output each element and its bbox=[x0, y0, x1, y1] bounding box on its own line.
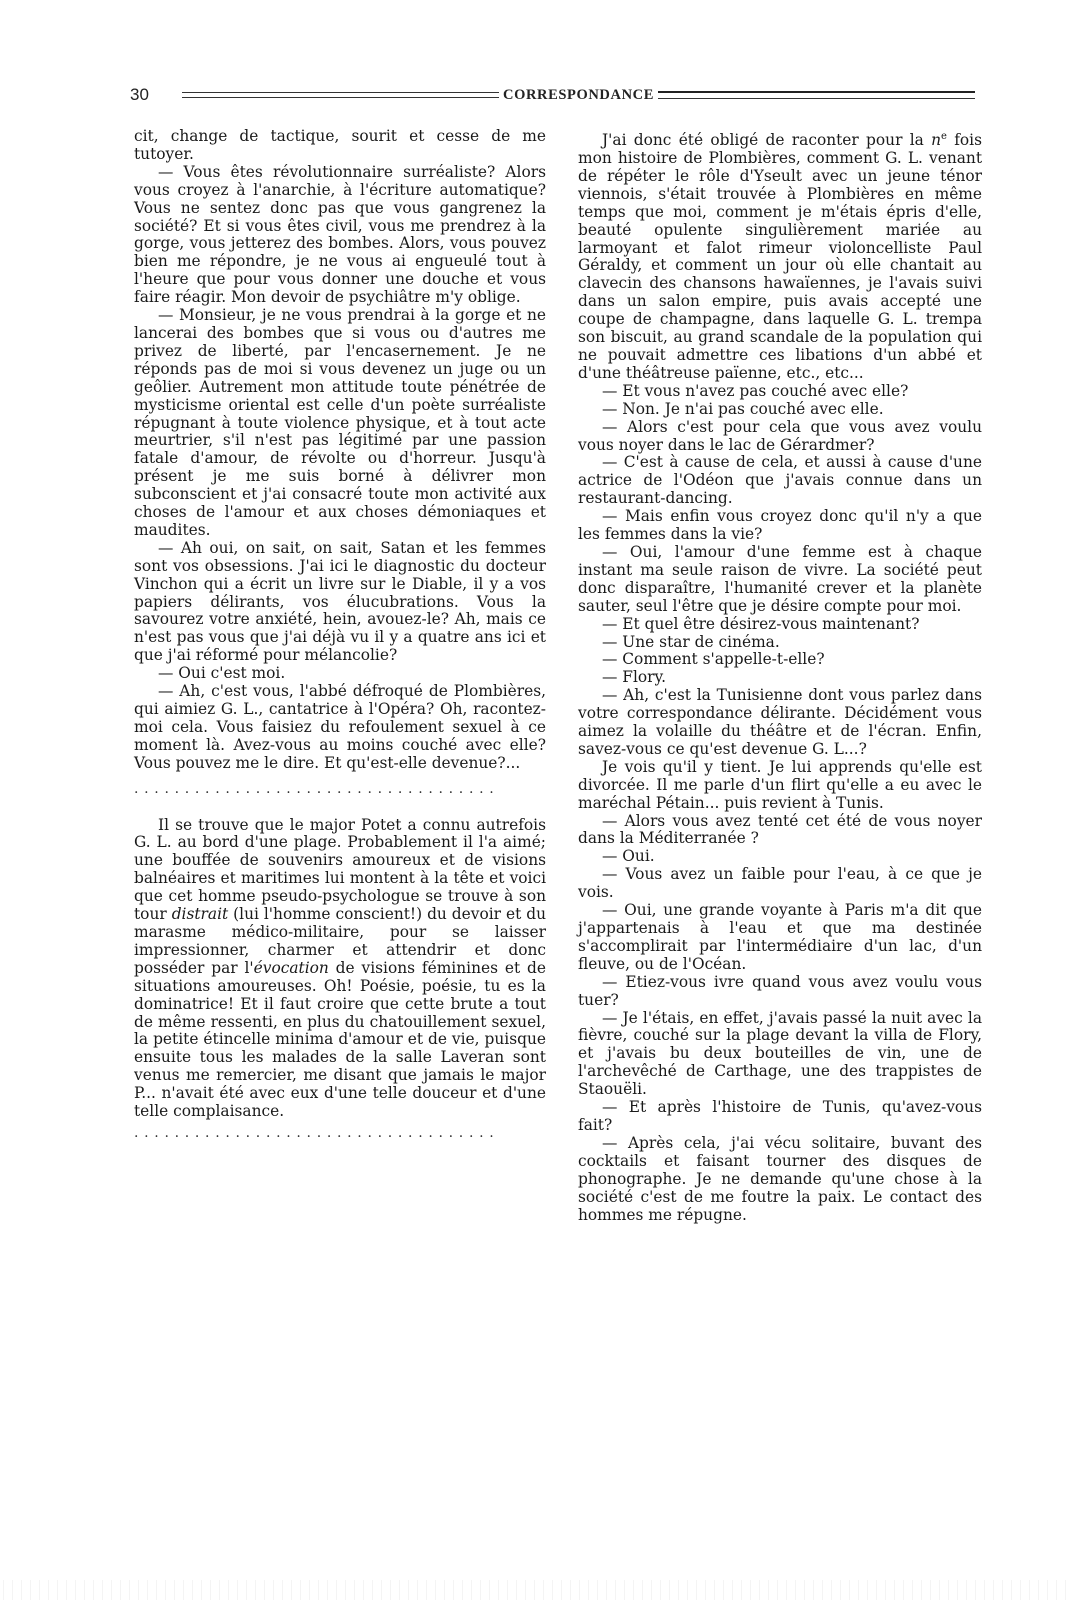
paragraph: — Flory. bbox=[602, 668, 667, 687]
italic-text: distrait bbox=[171, 905, 229, 924]
paragraph: — C'est à cause de cela, et aussi à cause d'une actrice de l'Odéon que j'avais connue dans un restaurant-dancing. bbox=[578, 453, 982, 508]
page-header bbox=[130, 84, 975, 106]
paragraph: — Mais enfin vous croyez donc qu'il n'y a que les femmes dans la vie? bbox=[578, 507, 982, 544]
paragraph: — Etiez-vous ivre quand vous avez voulu vous tuer? bbox=[578, 972, 982, 1009]
page-number: 30 bbox=[130, 85, 149, 104]
paragraph: — Vous avez un faible pour l'eau, à ce que je vois. bbox=[578, 865, 982, 902]
italic-text: évocation bbox=[253, 958, 329, 977]
paragraph: — Après cela, j'ai vécu solitaire, buvant des cocktails et faisant tourner des disques de phonographe. Je ne demande qu'une chose à la société c'est de me foutre la paix. Le contact des hommes me répugne. bbox=[578, 1133, 982, 1224]
paragraph: — Alors c'est pour cela que vous avez voulu vous noyer dans le lac de Gérardmer? bbox=[578, 417, 982, 454]
paragraph: — Et après l'histoire de Tunis, qu'avez-vous fait? bbox=[578, 1098, 982, 1134]
paragraph: — Ah, c'est la Tunisienne dont vous parlez dans votre correspondance délirante. Décidément vous aimez la volaille du théâtre et de l'écran. Enfin, savez-vous ce qu'est devenue G. L...? bbox=[578, 686, 982, 758]
paragraph: — Alors vous avez tenté cet été de vous noyer dans la Méditerranée ? bbox=[578, 811, 982, 848]
scan-noise-strip bbox=[0, 1580, 1067, 1600]
paragraph: J'ai donc été obligé de raconter pour la $n^e$ fois mon histoire de Plombières, comment G. L. venant de répéter le rôle d'Yseult avec un jeune ténor viennois, s'était trouvée à Plombières en même temps que moi, comment je m'étais épris d'elle, beauté opulente singulièrement mariée au larmoyant et falot rimeur violoncelliste Paul Géraldy, et comment un jour où elle chantait au clavecin des chansons hawaïennes, je l'avais suivi dans un salon empire, puis avais accepté une coupe de champagne, dans laquelle G. L. trempa son biscuit, au grand scandale de la population qui ne pouvait admettre ces libations d'un abbé et d'une théâtreuse païenne, etc., etc... bbox=[578, 131, 982, 382]
section-separator: .................................... bbox=[134, 780, 500, 797]
paragraph: — Oui c'est moi. bbox=[158, 664, 286, 683]
paragraph: — Et quel être désirez-vous maintenant? bbox=[602, 614, 920, 633]
paragraph: — Monsieur, je ne vous prendrai à la gorge et ne lancerai des bombes que si vous ou d'autres me privez de liberté, par l'encasernement. Je ne réponds pas de moi si vous devenez un juge ou un geôlier. Autrement mon attitude toute pénétrée de mysticisme oriental est celle d'un poète surréaliste répugnant à toute violence physique, et à tout acte meurtrier, s'il n'est pas légitimé par une passion fatale d'amour, de révolte ou d'horreur. Jusqu'à présent je me suis borné à délivrer mon subconscient et j'ai consacré toute mon activité aux choses de l'amour et aux choses démoniaques et maudites. bbox=[134, 306, 546, 539]
header-rule-left bbox=[182, 92, 499, 98]
end-separator: .................................... bbox=[134, 1124, 500, 1141]
paragraph: Je vois qu'il y tient. Je lui apprends qu'elle est divorcée. Il me parle d'un flirt qu'elle a eu avec le maréchal Pétain... puis revient à Tunis. bbox=[578, 757, 982, 812]
left-column bbox=[134, 128, 546, 1143]
paragraph: — Je l'étais, en effet, j'avais passé la nuit avec la fièvre, couché sur la plage devant la villa de Flory, et j'avais bu deux bouteilles de vin, une de l'archevêché de Carthage, une des trappistes de Staouëli. bbox=[578, 1008, 982, 1099]
right-column bbox=[578, 128, 982, 1224]
paragraph: — Vous êtes révolutionnaire surréaliste? Alors vous croyez à l'anarchie, à l'écriture automatique? Vous ne sentez donc pas que vous gangrenez la société? Et si vous êtes civil, vous me prendrez à la gorge, vous jetterez des bombes. Alors, vous pouvez bien me répondre, je ne vous ai engueulé tout à l'heure que pour vous donner une douche et vous faire réagir. Mon devoir de psychiâtre m'y oblige. bbox=[134, 162, 546, 307]
paragraph: — Ah oui, on sait, on sait, Satan et les femmes sont vos obsessions. J'ai ici le diagnostic du docteur Vinchon qui a écrit un livre sur le Diable, il y a vos papiers délirants, vos élucubrations. Vous la savourez votre anxiété, hein, avouez-le? Ah, mais ce n'est pas vous que j'ai déjà vu il y a quatre ans ici et que j'ai réformé pour mélancolie? bbox=[134, 538, 546, 665]
header-rule-right bbox=[658, 91, 975, 99]
paragraph: Il se trouve que le major Potet a connu autrefois G. L. au bord d'une plage. Probablement il l'a aimé; une bouffée de souvenirs amoureux et de visions balnéaires et maritimes lui montent à la tête et voici que cet homme pseudo-psychologue se trouve à son tour distrait (lui l'homme conscient!) du devoir et du marasme médico-militaire, pour se laisser impressionner, charmer et attendrir et donc posséder par l'évocation de visions féminines et de situations amoureuses. Oh! Poésie, poésie, tu es la dominatrice! Et il faut croire que cette brute a tout de même ressenti, en plus du chatouillement sexuel, la petite étincelle minima d'amour et de vie, puisque ensuite tous les malades de la salle Laveran sont venus me remercier, me disant que jamais le major P... n'avait été avec eux d'une telle douceur et d'une telle complaisance. bbox=[134, 815, 546, 1121]
paragraph: — Oui. bbox=[602, 847, 655, 866]
paragraph: — Une star de cinéma. bbox=[602, 632, 780, 651]
paragraph: — Oui, une grande voyante à Paris m'a dit que j'appartenais à l'eau et que ma destinée s'accomplirait par l'intermédiaire d'un lac, d'un fleuve, ou de l'Océan. bbox=[578, 901, 982, 973]
paragraph: cit, change de tactique, sourit et cesse de me tutoyer. bbox=[134, 127, 546, 163]
paragraph: — Comment s'appelle-t-elle? bbox=[602, 650, 825, 669]
paragraph: — Et vous n'avez pas couché avec elle? bbox=[602, 381, 909, 400]
paragraph: — Oui, l'amour d'une femme est à chaque instant ma seule raison de vivre. La société peut donc disparaître, l'humanité crever et la planète sauter, seul l'être que je désire compte pour moi. bbox=[578, 542, 982, 615]
paragraph: — Ah, c'est vous, l'abbé défroqué de Plombières, qui aimiez G. L., cantatrice à l'Opéra? Oh, racontez-moi cela. Vous faisiez du refoulement sexuel à ce moment là. Avez-vous au moins couché avec elle? Vous pouvez me le dire. Et qu'est-elle devenue?... bbox=[134, 682, 546, 772]
running-title: CORRESPONDANCE bbox=[503, 86, 654, 103]
paragraph: — Non. Je n'ai pas couché avec elle. bbox=[602, 399, 884, 418]
